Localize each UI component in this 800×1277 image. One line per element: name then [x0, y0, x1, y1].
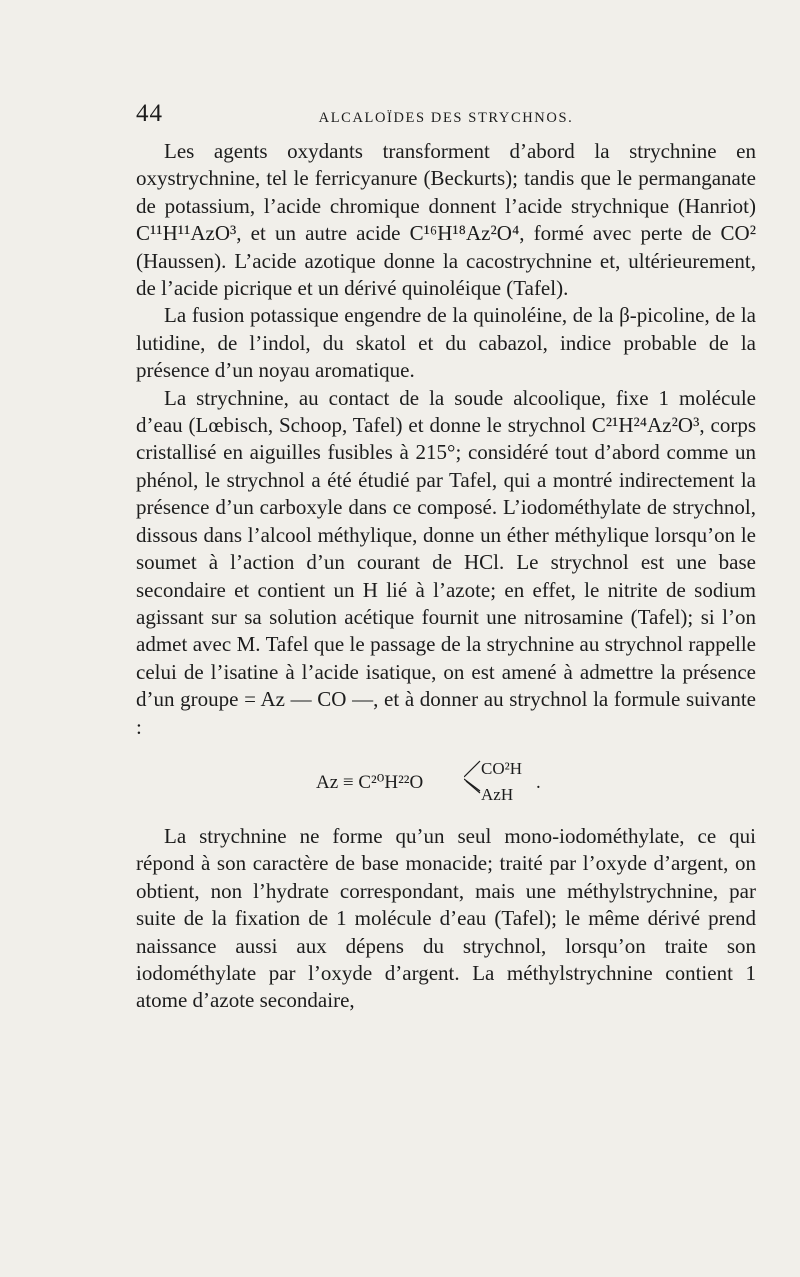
strychnol-formula	[136, 741, 756, 823]
page-number: 44	[136, 100, 163, 127]
paragraph-methylstrychnine: La strychnine ne forme qu’un seul mono-iodométhylate, ce qui répond à son caractère de base monacide; traité par l’oxyde d’argent, on obtient, non l’hydrate correspondant, mais une méthylstrychnine, par suite de la fixation de 1 molécule d’eau (Tafel); le même dérivé prend naissance aussi aux dépens du strychnol, lorsqu’on traite son iodométhylate par l’oxyde d’argent. La méthylstrychnine contient 1 atome d’azote secondaire,	[136, 823, 756, 1013]
paragraph-potash-fusion: La fusion potassique engendre de la quinoléine, de la β-picoline, de la lutidine, de l’indol, du skatol et du cabazol, indice probable de la présence d’un noyau aromatique.	[136, 303, 756, 383]
formula-lower-group: AzH	[481, 784, 514, 804]
running-title: ALCALOÏDES DES STRYCHNOS.	[318, 110, 574, 126]
page-header	[136, 100, 756, 134]
formula-main: Az ≡ C²⁰H²²O	[316, 771, 424, 793]
body-text	[136, 138, 756, 1015]
formula-branch-lines	[464, 755, 482, 795]
formula-period: .	[536, 771, 541, 793]
formula-upper-group: CO²H	[481, 758, 522, 778]
paragraph-oxidation: Les agents oxydants transforment d’abord la strychnine en oxystrychnine, tel le ferricyanure (Beckurts); tandis que le permanganate de potassium, l’acide chromique donnent l’acide strychnique (Hanriot) C¹¹H¹¹AzO³, et un autre acide C¹⁶H¹⁸Az²O⁴, formé avec perte de CO² (Haussen). L’acide azotique donne la cacostrychnine et, ultérieurement, de l’acide picrique et un dérivé quinoléique (Tafel).	[136, 139, 756, 301]
paragraph-strychnol: La strychnine, au contact de la soude alcoolique, fixe 1 molécule d’eau (Lœbisch, Schoop, Tafel) et donne le strychnol C²¹H²⁴Az²O³, corps cristallisé en aiguilles fusibles à 215°; considéré tout d’abord comme un phénol, le strychnol a été étudié par Tafel, qui a montré indirectement la présence d’un carboxyle dans ce composé. L’iodométhylate de strychnol, dissous dans l’alcool méthylique, donne un éther méthylique lorsqu’on le soumet à l’action d’un courant de HCl. Le strychnol est une base secondaire et contient un H lié à l’azote; en effet, le nitrite de sodium agissant sur sa solution acétique fournit une nitrosamine (Tafel); si l’on admet avec M. Tafel que le passage de la strychnine au strychnol rappelle celui de l’isatine à l’acide isatique, on est amené à admettre la présence d’un groupe = Az — CO —, et à donner au strychnol la formule suivante :	[136, 385, 756, 739]
